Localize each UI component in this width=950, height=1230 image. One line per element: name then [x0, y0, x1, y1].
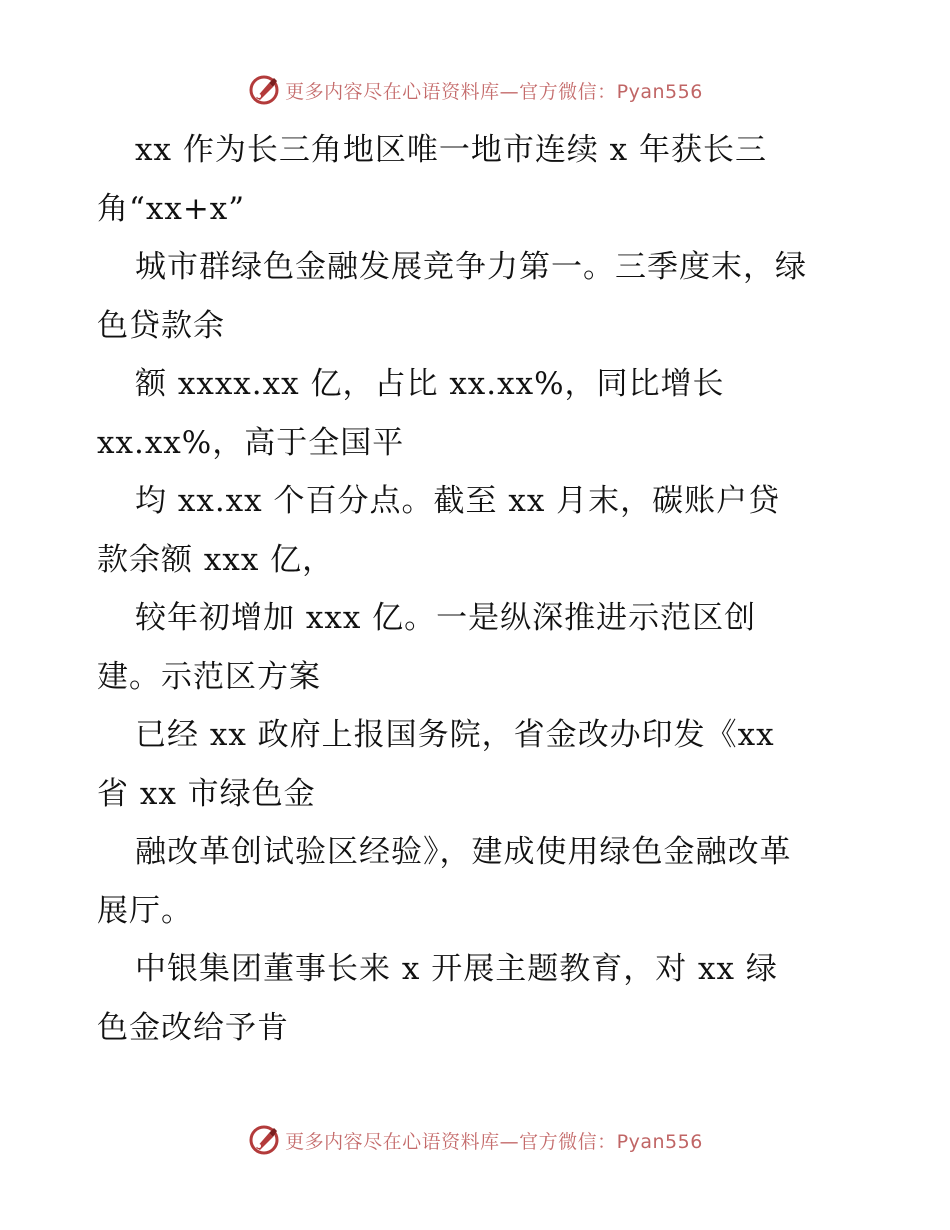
body-line-12: 省 xx 市绿色金	[97, 775, 316, 812]
body-line-13: 融改革创试验区经验》，建成使用绿色金融改革	[135, 834, 792, 870]
pen-logo-icon	[247, 73, 281, 107]
body-line-14: 展厅。	[97, 892, 193, 929]
header-banner-id: Pyan556	[616, 80, 703, 103]
body-line-1: xx 作为长三角地区唯一地市连续 x 年获长三	[135, 132, 768, 168]
body-line-10: 建。示范区方案	[97, 658, 321, 695]
body-line-3: 城市群绿色金融发展竞争力第一。三季度末，绿	[135, 249, 807, 285]
footer-banner-text: 更多内容尽在心语资料库—官方微信：Pyan556	[285, 1130, 703, 1153]
footer-banner	[0, 1120, 950, 1160]
body-line-4: 色贷款余	[97, 307, 225, 344]
body-line-8: 款余额 xxx 亿，	[97, 541, 335, 578]
header-banner	[0, 70, 950, 110]
header-banner-text: 更多内容尽在心语资料库—官方微信：Pyan556	[285, 80, 703, 103]
body-line-16: 色金改给予肯	[97, 1009, 289, 1046]
body-line-7: 均 xx.xx 个百分点。截至 xx 月末，碳账户贷	[135, 483, 781, 519]
body-line-2: 角“xx+x”	[97, 190, 246, 227]
body-line-6: xx.xx%，高于全国平	[97, 424, 405, 461]
body-line-9: 较年初增加 xxx 亿。一是纵深推进示范区创	[135, 600, 757, 636]
body-line-5: 额 xxxx.xx 亿，占比 xx.xx%，同比增长	[135, 366, 725, 402]
body-line-11: 已经 xx 政府上报国务院，省金改办印发《xx	[135, 717, 775, 753]
document-body	[97, 121, 877, 1057]
body-line-15: 中银集团董事长来 x 开展主题教育，对 xx 绿	[135, 951, 778, 987]
pen-logo-icon	[247, 1123, 281, 1157]
footer-banner-id: Pyan556	[616, 1130, 703, 1153]
